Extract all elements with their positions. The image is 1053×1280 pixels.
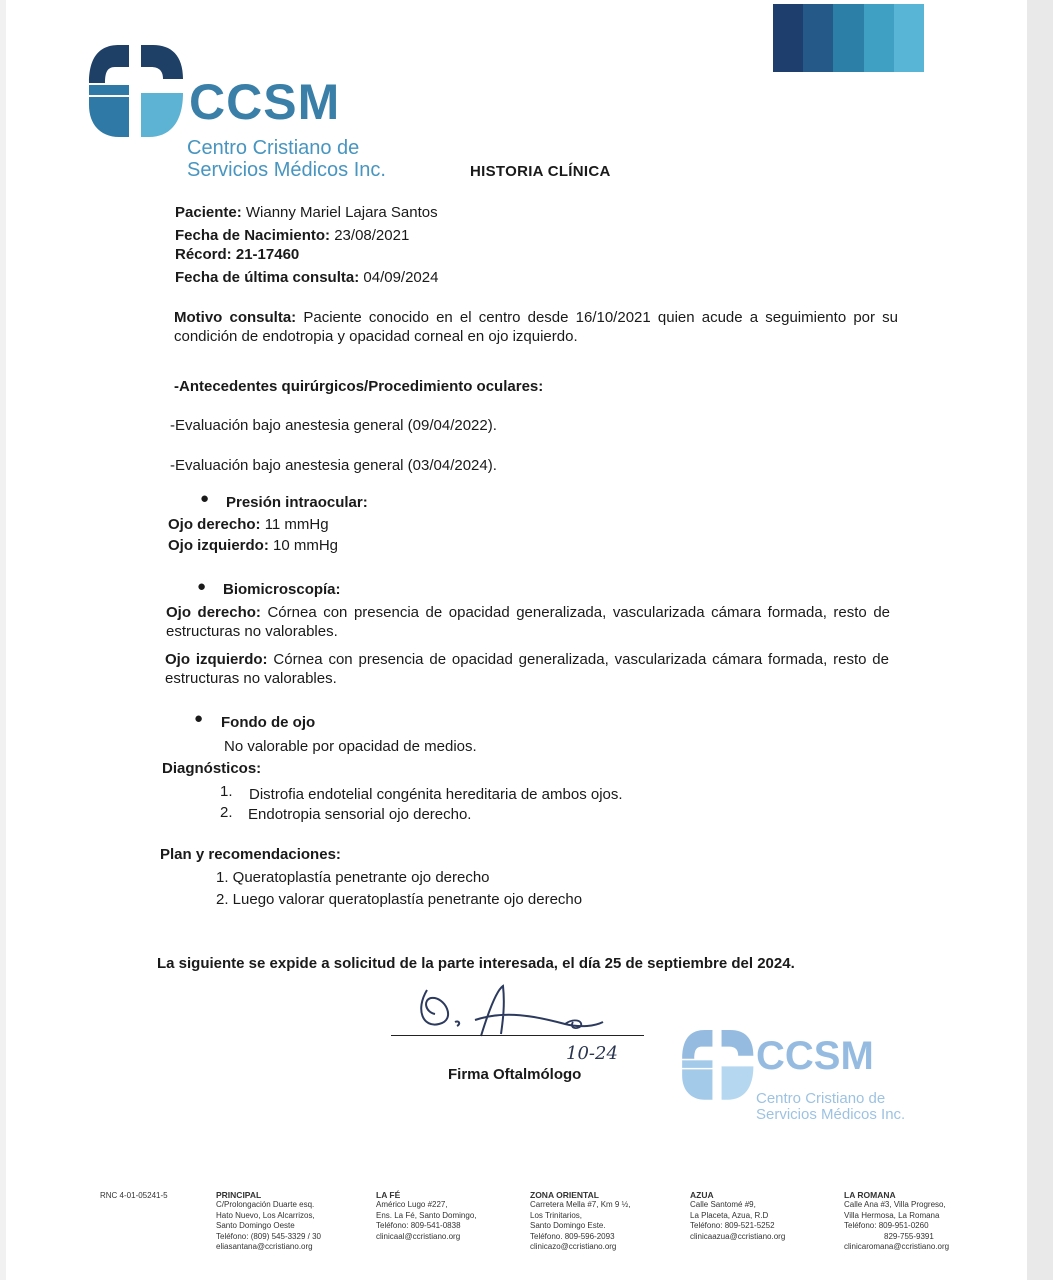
ccsm-stamp <box>678 1030 928 1150</box>
patient-value: Wianny Mariel Lajara Santos <box>245 204 438 221</box>
footer-location-name: AZUA <box>690 1190 714 1200</box>
logo-subtitle-line2: Servicios Médicos Inc. <box>187 159 386 181</box>
footer-location-name: LA ROMANA <box>844 1190 896 1200</box>
pressure-left-label: Ojo izquierdo: <box>168 537 269 554</box>
stamp-wordmark: CCSM <box>756 1034 874 1078</box>
footer-location-name: LA FÉ <box>376 1190 401 1200</box>
color-bar-segment <box>894 4 924 72</box>
cross-logo-icon <box>85 45 185 140</box>
history-heading <box>174 377 543 396</box>
plan-heading-text: Plan y recomendaciones: <box>160 846 341 863</box>
footer-location-la-romana <box>844 1190 949 1252</box>
record-label: Récord: <box>175 246 232 263</box>
record-value: 21-17460 <box>235 246 300 263</box>
footer-location-line: Teléfono. 809-596-2093 <box>530 1231 615 1241</box>
diagnosis-text: Endotropia sensorial ojo derecho. <box>248 806 472 823</box>
footer-location-line: Teléfono: 809-541-0838 <box>376 1221 461 1231</box>
diagnosis-text: Distrofia endotelial congénita hereditaria de ambos ojos. <box>249 786 623 803</box>
footer-location-line: clinicazo@ccristiano.org <box>530 1242 617 1252</box>
fundus-heading <box>221 713 315 732</box>
history-item: -Evaluación bajo anestesia general (09/04/2022). <box>170 417 497 434</box>
record-line <box>175 245 299 264</box>
footer-location-line: Ens. La Fé, Santo Domingo, <box>376 1210 477 1220</box>
footer-location-line: eliasantana@ccristiano.org <box>216 1242 313 1252</box>
diagnoses-heading-text: Diagnósticos: <box>162 760 262 777</box>
signature-line <box>391 1035 644 1036</box>
footer-location-line: Santo Domingo Oeste <box>216 1221 295 1231</box>
footer-location-line: Teléfono: (809) 545-3329 / 30 <box>216 1231 321 1241</box>
footer-rnc: RNC 4-01-05241-5 <box>100 1191 168 1200</box>
footer-location-line: Calle Ana #3, Villa Progreso, <box>844 1200 946 1210</box>
logo-wordmark: CCSM <box>189 74 341 130</box>
diagnosis-number: 2. <box>220 804 233 821</box>
signature-label-text: Firma Oftalmólogo <box>448 1066 582 1083</box>
birth-date-label: Fecha de Nacimiento: <box>175 227 331 244</box>
footer-location-line: clinicaal@ccristiano.org <box>376 1231 461 1241</box>
footer-location-line: Carretera Mella #7, Km 9 ½, <box>530 1200 631 1210</box>
stamp-cross-icon <box>678 1030 756 1102</box>
pressure-right-label: Ojo derecho: <box>168 516 261 533</box>
last-visit-line <box>175 268 438 287</box>
birth-date-value: 23/08/2021 <box>334 227 410 244</box>
diagnoses-heading <box>162 759 261 778</box>
diagnosis-number: 1. <box>220 783 233 800</box>
biomicroscopy-left-text: Córnea con presencia de opacidad generalizada, vascularizada cámara formada, resto de estructuras no valorables. <box>165 651 889 687</box>
last-visit-value: 04/09/2024 <box>363 269 439 286</box>
signature-handwritten-date: 10-24 <box>566 1043 618 1064</box>
signature-label <box>448 1065 581 1084</box>
stamp-subtitle-line1: Centro Cristiano de <box>756 1090 886 1107</box>
footer-location-line: Los Trinitarios, <box>530 1210 583 1220</box>
footer-location-line: C/Prolongación Duarte esq. <box>216 1200 315 1210</box>
reason-label: Motivo consulta: <box>174 309 297 326</box>
color-bar-segment <box>833 4 863 72</box>
footer-location-line: clinicaazua@ccristiano.org <box>690 1231 786 1241</box>
pressure-right-value: 11 mmHg <box>264 516 329 533</box>
color-bar-segment <box>803 4 833 72</box>
reason-text: Paciente conocido en el centro desde 16/10/2021 quien acude a seguimiento por su condición de endotropia y opacidad corneal en ojo izquierdo. <box>174 309 898 345</box>
last-visit-label: Fecha de última consulta: <box>175 269 360 286</box>
pressure-heading <box>226 493 368 512</box>
fundus-text: No valorable por opacidad de medios. <box>224 738 477 755</box>
pressure-right-line <box>168 515 329 534</box>
footer-location-name: PRINCIPAL <box>216 1190 262 1200</box>
footer-location-line: Calle Santomé #9, <box>690 1200 756 1210</box>
footer-location-line: Hato Nuevo, Los Alcarrizos, <box>216 1210 315 1220</box>
fundus-heading-text: Fondo de ojo <box>221 714 316 731</box>
history-item: -Evaluación bajo anestesia general (03/04/2024). <box>170 457 497 474</box>
bullet-icon: ● <box>194 710 204 727</box>
page-edge-left <box>0 0 6 1280</box>
footer-location-line: 829-755-9391 <box>884 1231 934 1241</box>
footer-location-line: Santo Domingo Este. <box>530 1221 606 1231</box>
header-color-bar <box>773 4 924 72</box>
color-bar-segment <box>773 4 803 72</box>
pressure-heading-text: Presión intraocular: <box>226 494 368 511</box>
plan-heading <box>160 845 341 864</box>
birth-date-line <box>175 226 409 245</box>
biomicroscopy-right-text: Córnea con presencia de opacidad generalizada, vascularizada cámara formada, resto de estructuras no valorables. <box>166 604 890 640</box>
biomicroscopy-heading <box>223 580 341 599</box>
footer-location-zona-oriental <box>530 1190 630 1252</box>
biomicroscopy-heading-text: Biomicroscopía: <box>223 581 341 598</box>
plan-item: 2. Luego valorar queratoplastía penetrante ojo derecho <box>216 891 583 908</box>
logo-subtitle-line1: Centro Cristiano de <box>187 137 360 159</box>
page-edge-right <box>1027 0 1053 1280</box>
footer-location-azua <box>690 1190 785 1242</box>
footer-location-principal <box>216 1190 321 1252</box>
footer-location-la-fe <box>376 1190 477 1242</box>
bullet-icon: ● <box>197 578 207 595</box>
footer-location-line: Teléfono: 809-951-0260 <box>844 1221 929 1231</box>
patient-label: Paciente: <box>175 204 242 221</box>
pressure-left-line <box>168 536 338 555</box>
footer-location-line: clinicaromana@ccristiano.org <box>844 1242 950 1252</box>
color-bar-segment <box>864 4 894 72</box>
biomicroscopy-right-label: Ojo derecho: <box>166 604 261 621</box>
patient-line <box>175 203 438 222</box>
pressure-left-value: 10 mmHg <box>273 537 339 554</box>
reason-paragraph <box>174 308 898 346</box>
biomicroscopy-left-paragraph <box>165 650 889 688</box>
history-heading-text: -Antecedentes quirúrgicos/Procedimiento oculares: <box>174 378 544 395</box>
issued-statement-text: La siguiente se expide a solicitud de la parte interesada, el día 25 de septiembre del 2024. <box>157 955 795 972</box>
issued-statement <box>157 954 795 973</box>
footer-location-line: Américo Lugo #227, <box>376 1200 448 1210</box>
ccsm-logo <box>85 45 445 185</box>
footer-location-line: La Placeta, Azua, R.D <box>690 1210 769 1220</box>
document-title: HISTORIA CLÍNICA <box>470 163 611 180</box>
biomicroscopy-left-label: Ojo izquierdo: <box>165 651 268 668</box>
plan-item: 1. Queratoplastía penetrante ojo derecho <box>216 869 490 886</box>
biomicroscopy-right-paragraph <box>166 603 890 641</box>
bullet-icon: ● <box>200 490 210 507</box>
footer-location-name: ZONA ORIENTAL <box>530 1190 599 1200</box>
footer-location-line: Villa Hermosa, La Romana <box>844 1210 940 1220</box>
footer-location-line: Teléfono: 809-521-5252 <box>690 1221 775 1231</box>
stamp-subtitle-line2: Servicios Médicos Inc. <box>756 1106 906 1123</box>
